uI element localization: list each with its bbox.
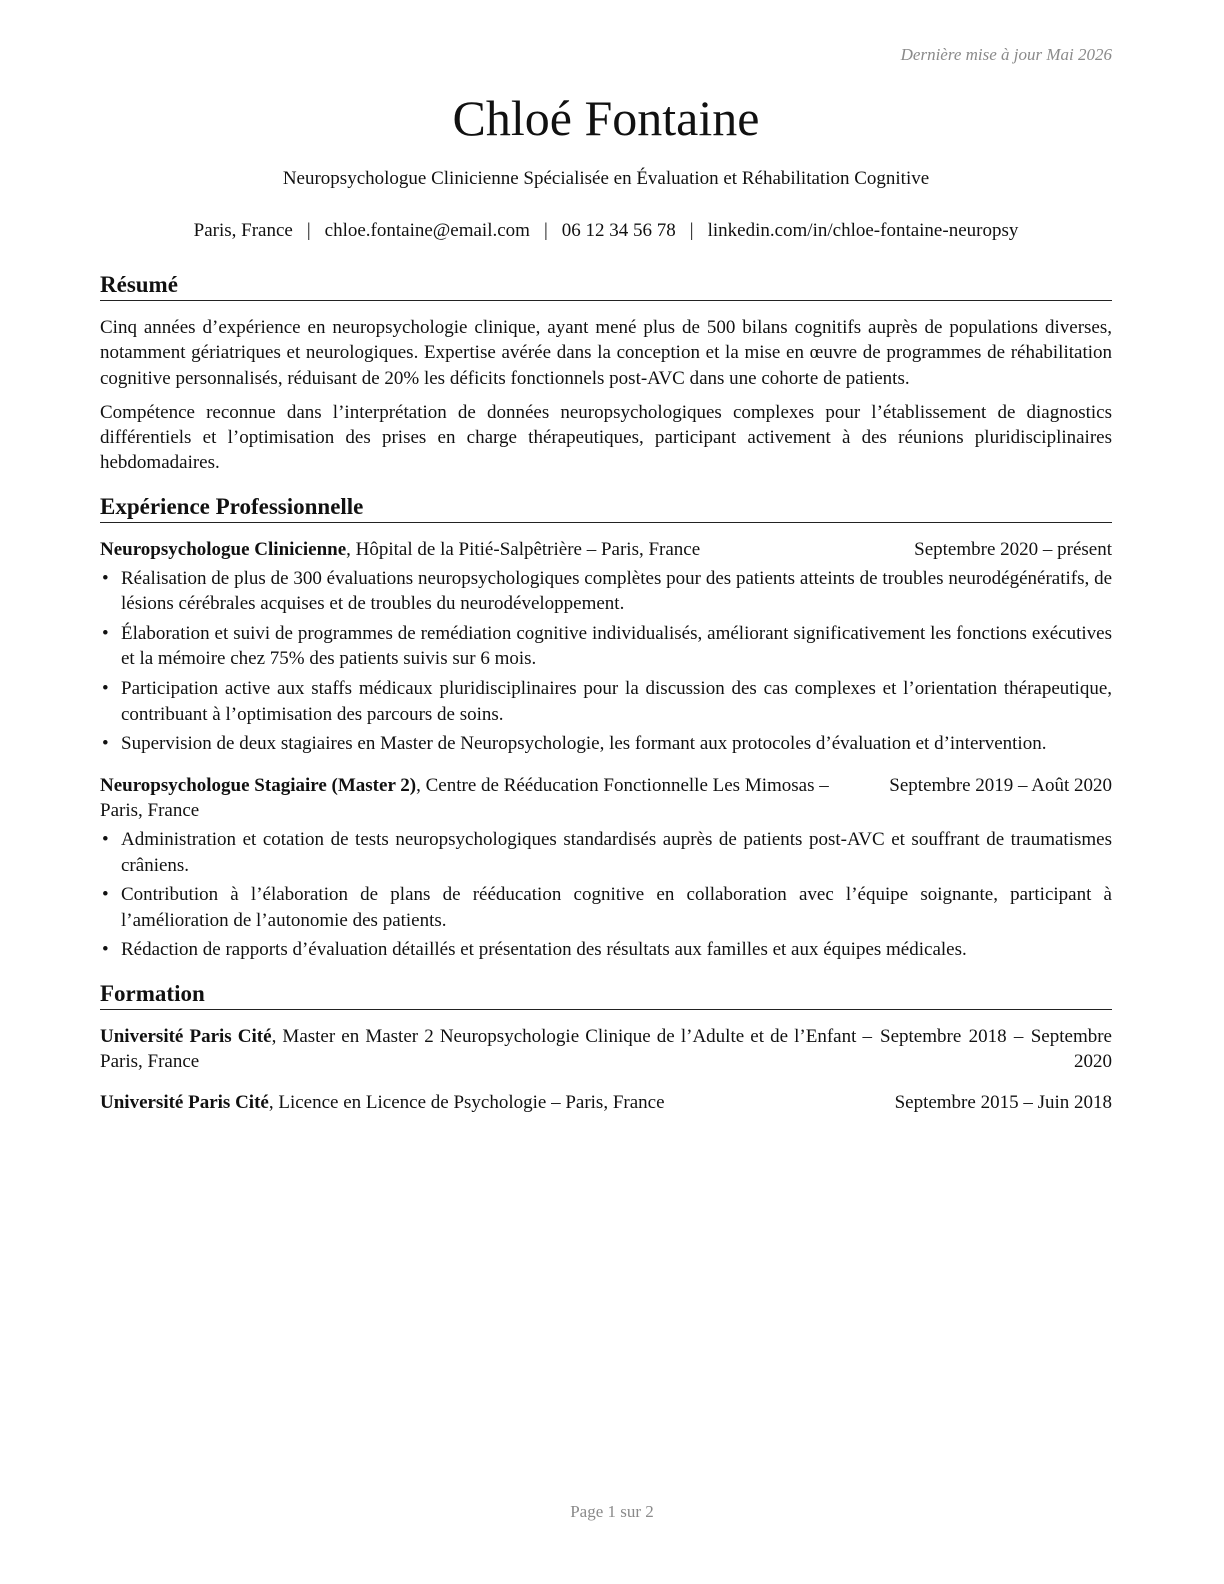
list-item: • Réalisation de plus de 300 évaluations neuropsychologiques complètes pour des patients atteints de troubles neurodégénératifs, de lésions cérébrales acquises et de troubles du neurodéveloppement.	[100, 566, 1112, 617]
job-role: Neuropsychologue Clinicienne	[100, 538, 347, 560]
list-item: • Élaboration et suivi de programmes de remédiation cognitive individualisés, améliorant significativement les fonctions exécutives et la mémoire chez 75% des patients suivis sur 6 mois.	[100, 621, 1112, 672]
school-name: Université Paris Cité	[100, 1092, 269, 1114]
list-item: • Administration et cotation de tests neuropsychologiques standardisés auprès de patients post-AVC et souffrant de traumatismes crâniens.	[100, 827, 1112, 878]
degree: , Licence en Licence de Psychologie – Paris, France	[268, 1092, 665, 1114]
summary-section	[100, 270, 1112, 476]
entry-title	[100, 1024, 872, 1075]
contact-location: Paris, France	[193, 220, 293, 241]
job-dates: Septembre 2019 – Août 2020	[889, 774, 1112, 796]
contact-phone[interactable]: 06 12 34 56 78	[561, 220, 676, 241]
section-title-experience: Expérience Professionnelle	[100, 492, 1112, 523]
experience-section	[100, 492, 1112, 963]
entry-header	[100, 537, 1112, 562]
experience-body	[100, 523, 1112, 963]
contact-linkedin[interactable]: linkedin.com/in/chloe-fontaine-neuropsy	[707, 220, 1019, 241]
education-dates: Septembre 2018 – Septembre 2020	[880, 1025, 1112, 1073]
section-title-education: Formation	[100, 979, 1112, 1010]
entry-title	[100, 1090, 872, 1115]
section-title-summary: Résumé	[100, 270, 1112, 301]
entry-title	[100, 537, 906, 562]
job-bullets	[100, 566, 1112, 757]
list-item: • Contribution à l’élaboration de plans de rééducation cognitive en collaboration avec l’équipe soignante, participant à l’amélioration de l’autonomie des patients.	[100, 882, 1112, 933]
school-name: Université Paris Cité	[100, 1025, 272, 1047]
last-updated: Dernière mise à jour Mai 2026	[900, 45, 1112, 64]
education-entry	[100, 1024, 1112, 1075]
contact-email[interactable]: chloe.fontaine@email.com	[324, 220, 530, 241]
entry-title	[100, 773, 872, 824]
entry-header	[100, 1024, 1112, 1075]
degree: , Master en Master 2 Neuropsychologie Clinique de l’Adulte et de l’Enfant – Paris, France	[100, 1025, 872, 1073]
contact-separator: |	[689, 220, 694, 241]
list-item: • Supervision de deux stagiaires en Master de Neuropsychologie, les formant aux protocoles d’évaluation et d’intervention.	[100, 731, 1112, 756]
experience-entry	[100, 773, 1112, 963]
summary-paragraph: Cinq années d’expérience en neuropsychologie clinique, ayant mené plus de 500 bilans cognitifs auprès de populations diverses, notamment gériatriques et neurologiques. Expertise avérée dans la conception et la mise en œuvre de programmes de réhabilitation cognitive personnalisés, réduisant de 20% les déficits fonctionnels post-AVC dans une cohorte de patients.	[100, 317, 1112, 389]
contact-separator: |	[543, 220, 548, 241]
list-item: • Rédaction de rapports d’évaluation détaillés et présentation des résultats aux familles et aux équipes médicales.	[100, 937, 1112, 962]
education-dates: Septembre 2015 – Juin 2018	[894, 1092, 1112, 1114]
education-body	[100, 1010, 1112, 1116]
summary-body	[100, 301, 1112, 476]
job-bullets	[100, 827, 1112, 962]
list-item: • Participation active aux staffs médicaux pluridisciplinaires pour la discussion des cas complexes et l’orientation thérapeutique, contribuant à l’optimisation des parcours de soins.	[100, 676, 1112, 727]
job-organization: , Hôpital de la Pitié-Salpêtrière – Paris, France	[346, 538, 701, 560]
summary-paragraph: Compétence reconnue dans l’interprétation de données neuropsychologiques complexes pour l’établissement de diagnostics différentiels et l’optimisation des prises en charge thérapeutiques, participant activement à des réunions pluridisciplinaires hebdomadaires.	[100, 401, 1112, 474]
headline: Neuropsychologue Clinicienne Spécialisée en Évaluation et Réhabilitation Cognitive	[282, 168, 930, 189]
job-dates: Septembre 2020 – présent	[914, 538, 1112, 560]
entry-header	[100, 773, 1112, 824]
contact-line	[100, 220, 1112, 242]
candidate-name: Chloé Fontaine	[452, 90, 760, 146]
contact-separator: |	[306, 220, 311, 241]
job-role: Neuropsychologue Stagiaire (Master 2)	[100, 774, 417, 796]
page-number: Page 1 sur 2	[570, 1502, 654, 1521]
job-organization: , Centre de Rééducation Fonctionnelle Les Mimosas – Paris, France	[100, 774, 829, 821]
experience-entry	[100, 537, 1112, 757]
resume-content	[100, 270, 1112, 1132]
education-section	[100, 979, 1112, 1116]
entry-header	[100, 1090, 1112, 1115]
education-entry	[100, 1090, 1112, 1115]
